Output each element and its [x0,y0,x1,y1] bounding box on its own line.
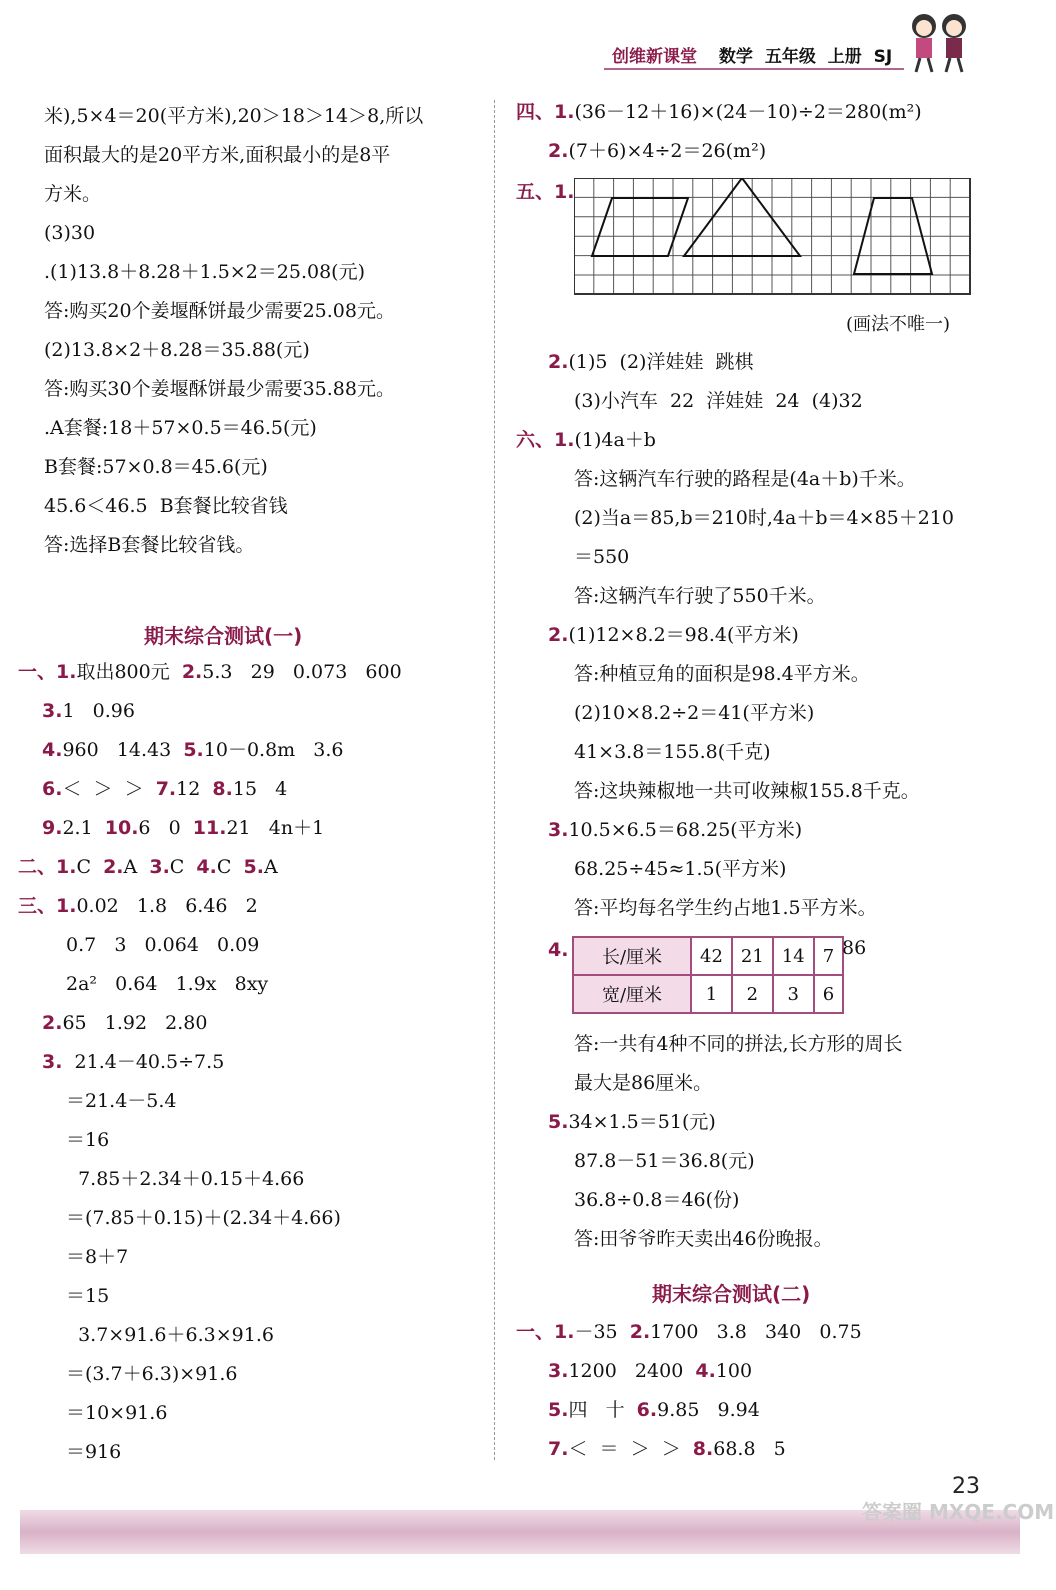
answer-line [574,740,771,764]
answer-line [66,1128,109,1152]
answer-line [574,779,920,803]
answer-text: 41×3.8＝155.8(千克) [574,741,771,763]
dimension-table [572,936,844,1014]
answer-line [42,777,287,801]
answer-line [574,1032,903,1056]
question-number: 六、1. [516,429,575,451]
question-number: 2. [629,1321,651,1343]
question-number: 7. [155,778,177,800]
answer-text: ＝550 [574,546,630,568]
table-cell: 42 [691,937,732,975]
answer-text: 1700 3.8 340 0.75 [650,1321,862,1343]
answer-text: 10.5×6.5＝68.25(平方米) [568,819,803,841]
answer-line [574,545,629,569]
answer-text: 6 0 [138,817,193,839]
answer-text: (1)12×8.2＝98.4(平方米) [568,624,799,646]
answer-text: (3)小汽车 22 洋娃娃 24 (4)32 [574,390,863,412]
length-row [573,937,843,975]
cartoon-kids-logo [900,8,980,74]
answer-line [66,972,268,996]
answer-line [548,1398,760,1422]
brand-label: 创维新课堂 [612,47,697,67]
answer-line: 方米。 [44,183,102,205]
question-number: 四、1. [516,101,575,123]
answer-text: 答:这块辣椒地一共可收辣椒155.8千克。 [574,780,920,802]
q5-label: 五、1. [516,181,575,203]
answer-line [42,1050,224,1074]
question-number: 2. [548,624,569,646]
answer-line [548,1437,786,1461]
answer-text: 1200 2400 [568,1360,696,1382]
answer-text: 答:平均每名学生约占地1.5平方米。 [574,897,877,919]
answer-text: 34×1.5＝51(元) [568,1111,716,1133]
test2-title: 期末综合测试(二) [652,1282,811,1306]
answer-text: 答:这辆汽车行驶的路程是(4a＋b)千米。 [574,468,916,490]
answer-text: 9.85 9.94 [657,1399,760,1421]
question-number: 2. [103,856,124,878]
answer-text: 1 0.96 [62,700,135,722]
answer-text: (2)10×8.2÷2＝41(平方米) [574,702,815,724]
question-number: 一、1. [18,661,77,683]
question-number: 3. [42,700,63,722]
column-divider [494,100,495,1460]
answer-text: ＝916 [66,1441,122,1463]
question-number: 11. [192,817,227,839]
answer-line [66,1401,167,1425]
answer-line [574,389,863,413]
watermark: 答案圈 MXQE.COM [862,1500,1055,1524]
answer-text: 0.7 3 0.064 0.09 [66,934,260,956]
question-number: 10. [104,817,139,839]
answer-text: ＝21.4－5.4 [66,1090,177,1112]
question-number: 4. [42,739,63,761]
table-cell: 7 [814,937,843,975]
question-number: 9. [42,817,63,839]
answer-line: 45.6＜46.5 B套餐比较省钱 [44,495,288,517]
answer-text: 87.8－51＝36.8(元) [574,1150,755,1172]
answer-line [574,701,814,725]
answer-line [548,139,766,163]
answer-line [574,1071,712,1095]
question-number: 2. [548,140,569,162]
q4-extra: 86 [842,937,867,959]
answer-line [516,428,656,452]
answer-line [574,896,877,920]
question-number: 3. [548,1360,569,1382]
question-number: 3. [42,1051,63,1073]
page-header [612,42,892,67]
answer-text: 15 4 [232,778,288,800]
question-number: 7. [548,1438,569,1460]
answer-text: 最大是86厘米。 [574,1072,713,1094]
answer-text: C [76,856,104,878]
answer-line [42,738,344,762]
answer-line: 答:选择B套餐比较省钱。 [44,534,255,556]
answer-line [42,1011,207,1035]
answer-text: (7＋6)×4÷2＝26(m²) [568,140,767,162]
answer-line [66,1089,177,1113]
table-cell: 宽/厘米 [573,975,691,1013]
answer-line [574,467,916,491]
question-number: 8. [692,1438,714,1460]
question-number: 4. [695,1360,716,1382]
answer-line: 答:购买20个姜堰酥饼最少需要25.08元。 [44,300,395,322]
answer-line [66,1206,341,1230]
question-number: 6. [636,1399,658,1421]
question-number: 3. [548,819,569,841]
question-number: 2. [181,661,203,683]
answer-line [516,1320,862,1344]
answer-text: 答:种植豆角的面积是98.4平方米。 [574,663,870,685]
answer-text: (36－12＋16)×(24－10)÷2＝280(m²) [574,101,922,123]
answer-text: 21 4n＋1 [226,817,325,839]
answer-text: (1)4a＋b [574,429,656,451]
table-cell: 长/厘米 [573,937,691,975]
answer-line [66,1245,128,1269]
answer-line [18,855,278,879]
answer-text: 7.85＋2.34＋0.15＋4.66 [66,1168,305,1190]
answer-text: 12 [176,778,213,800]
answer-line [42,699,135,723]
answer-text: 100 [715,1360,753,1382]
parallelogram-shape [592,198,688,256]
answer-line [574,506,954,530]
answer-line [574,857,786,881]
answer-text: ＝(7.85＋0.15)＋(2.34＋4.66) [66,1207,341,1229]
header-rule [604,68,904,70]
answer-text: 68.25÷45≈1.5(平方米) [574,858,787,880]
question-number: 6. [42,778,63,800]
question-number: 3. [149,856,170,878]
answer-line [548,1110,716,1134]
question-number: 5. [548,1111,569,1133]
answer-text: (2)当a＝85,b＝210时,4a＋b＝4×85＋210 [574,507,954,529]
answer-text: ＝10×91.6 [66,1402,168,1424]
answer-line: (2)13.8×2＋8.28＝35.88(元) [44,339,310,361]
answer-line: 面积最大的是20平方米,面积最小的是8平 [44,144,391,166]
width-row [573,975,843,1013]
answer-text: A [263,856,278,878]
question-number: 2. [548,351,569,373]
answer-text: ＝8＋7 [66,1246,129,1268]
answer-text: ＜ ＞ ＞ [62,778,156,800]
page-number: 23 [952,1474,980,1499]
answer-line [66,1323,274,1347]
drawing-grid [574,178,972,296]
question-number: 一、1. [516,1321,575,1343]
answer-line [548,350,754,374]
answer-text: 0.02 1.8 6.46 2 [76,895,258,917]
answer-text: 答:这辆汽车行驶了550千米。 [574,585,826,607]
answer-line: 答:购买30个姜堰酥饼最少需要35.88元。 [44,378,395,400]
answer-text: 10－0.8m 3.6 [203,739,344,761]
table-cell: 6 [814,975,843,1013]
question-number: 5. [548,1399,569,1421]
answer-text: C [216,856,244,878]
answer-text: 5.3 29 0.073 600 [202,661,402,683]
answer-text: 3.7×91.6＋6.3×91.6 [66,1324,274,1346]
drawing-note: (画法不唯一) [846,314,951,335]
table-cell: 21 [732,937,773,975]
answer-text: 取出800元 [76,661,182,683]
answer-text: 960 14.43 [62,739,184,761]
question-number: 8. [212,778,233,800]
answer-line: 米),5×4＝20(平方米),20＞18＞14＞8,所以 [44,105,424,127]
answer-text: A [123,856,150,878]
answer-line [574,1149,755,1173]
q4-label: 4. [548,939,569,961]
answer-line [66,1284,109,1308]
answer-line [18,660,402,684]
answer-line [66,933,259,957]
answer-line: .(1)13.8＋8.28＋1.5×2＝25.08(元) [44,261,366,283]
answer-text: 68.8 5 [713,1438,786,1460]
answer-text: C [169,856,197,878]
answer-line [574,1227,833,1251]
answer-text: ＝(3.7＋6.3)×91.6 [66,1363,238,1385]
question-number: 5. [183,739,204,761]
answer-text: 答:一共有4种不同的拼法,长方形的周长 [574,1033,903,1055]
answer-text: 四 十 [568,1399,637,1421]
table-cell: 14 [773,937,814,975]
test1-title: 期末综合测试(一) [144,624,303,648]
answer-line [574,662,870,686]
answer-text: ＝15 [66,1285,110,1307]
answer-text: －35 [574,1321,630,1343]
question-number: 三、1. [18,895,77,917]
question-number: 5. [243,856,264,878]
answer-line [548,623,799,647]
table-cell: 3 [773,975,814,1013]
table-cell: 1 [691,975,732,1013]
answer-line [548,1359,752,1383]
answer-text: 2.1 [62,817,105,839]
answer-text: 21.4－40.5÷7.5 [62,1051,225,1073]
answer-text: 36.8÷0.8＝46(份) [574,1189,740,1211]
answer-text: 答:田爷爷昨天卖出46份晚报。 [574,1228,833,1250]
answer-line [574,1188,739,1212]
answer-line [18,894,258,918]
answer-line [42,816,324,840]
answer-text: ＜ ＝ ＞ ＞ [568,1438,693,1460]
answer-line [574,584,826,608]
answer-line [66,1362,237,1386]
question-number: 4. [196,856,217,878]
question-number: 2. [42,1012,63,1034]
answer-line: (3)30 [44,222,96,244]
answer-text: 65 1.92 2.80 [62,1012,208,1034]
answer-text: 2a² 0.64 1.9x 8xy [66,973,269,995]
answer-line: B套餐:57×0.8＝45.6(元) [44,456,268,478]
answer-line [66,1440,121,1464]
answer-line [516,100,922,124]
table-cell: 2 [732,975,773,1013]
answer-line [66,1167,304,1191]
book-info: 数学 五年级 上册 SJ [718,47,893,67]
answer-text: (1)5 (2)洋娃娃 跳棋 [568,351,754,373]
question-number: 二、1. [18,856,77,878]
answer-text: ＝16 [66,1129,110,1151]
answer-line: .A套餐:18＋57×0.5＝46.5(元) [44,417,317,439]
answer-line [548,818,802,842]
